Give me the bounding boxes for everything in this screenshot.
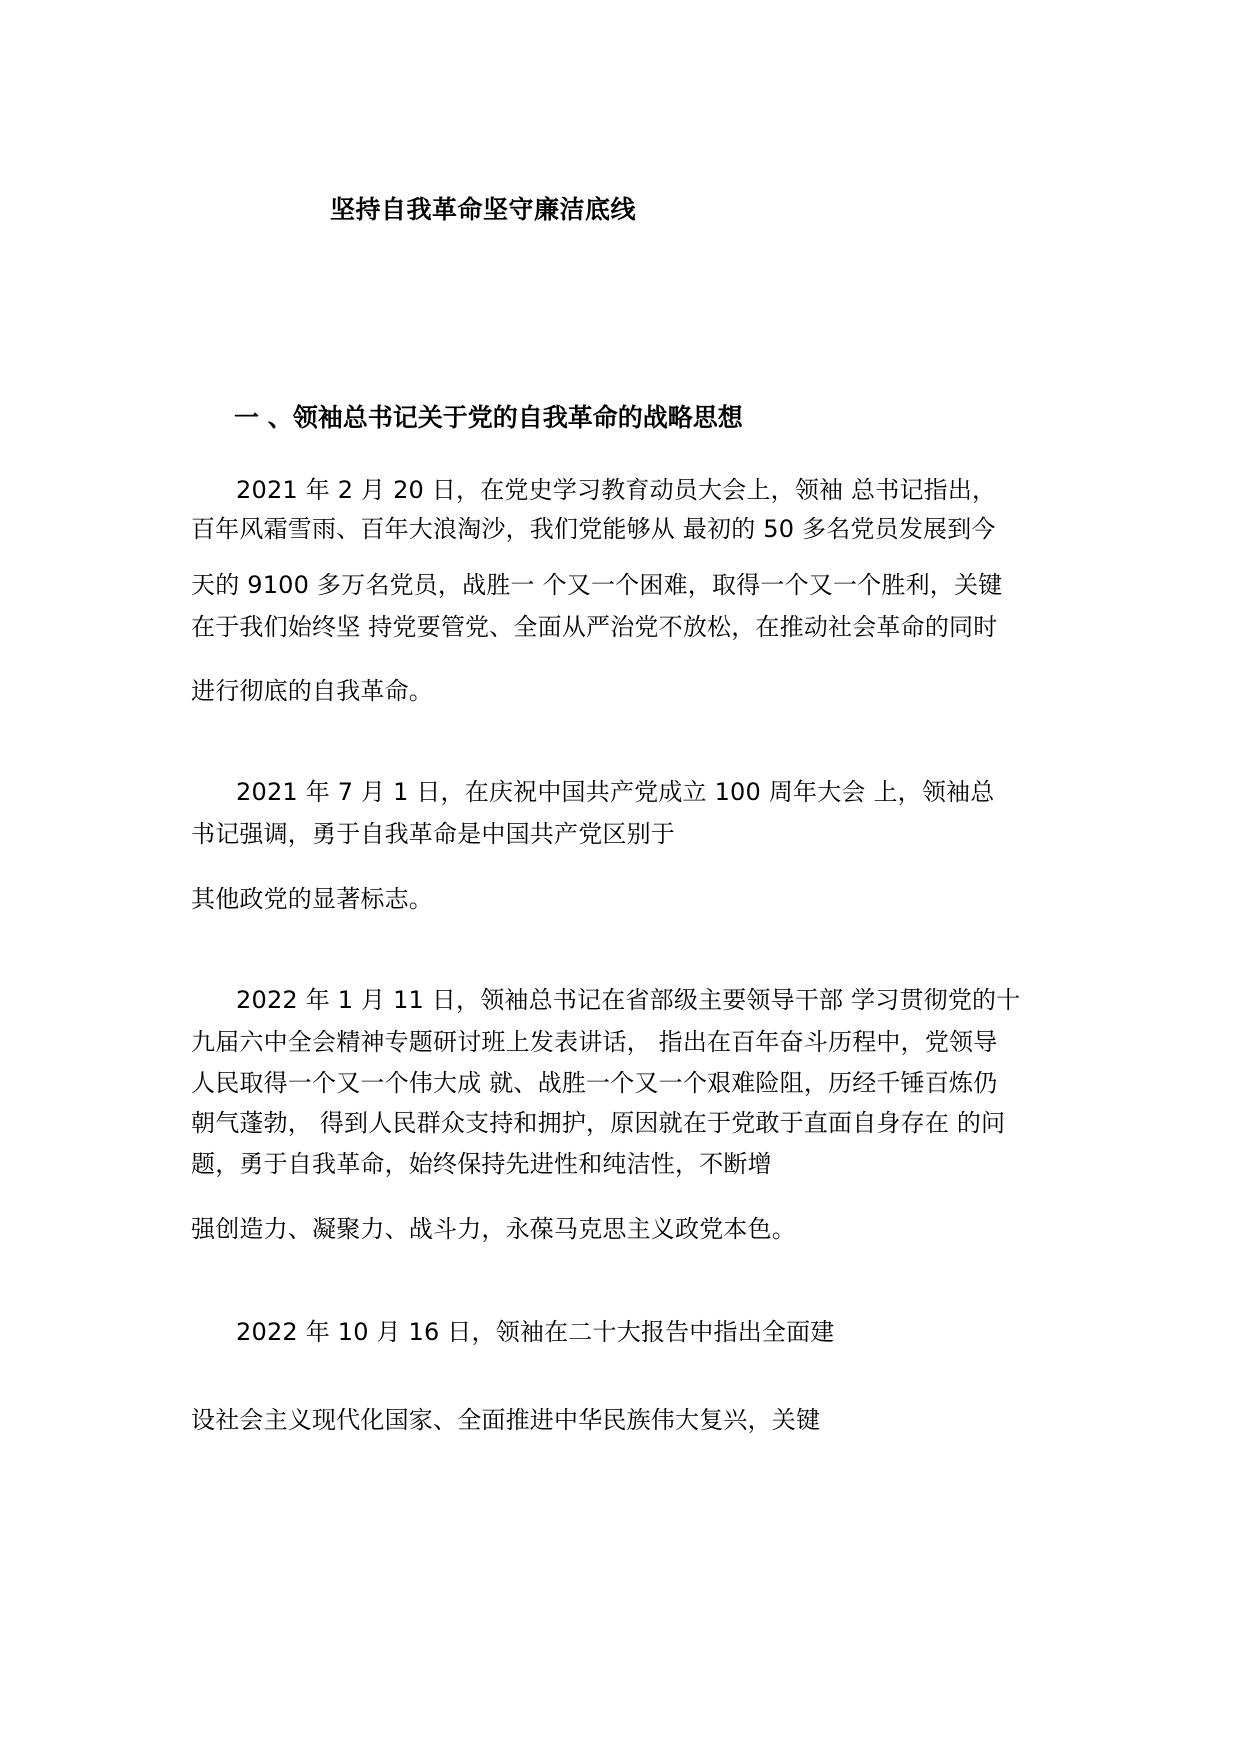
- section-heading: 一 、领袖总书记关于党的自我革命的战略思想: [234, 403, 743, 432]
- paragraph-3-line-5: 题，勇于自我革命，始终保持先进性和纯洁性，不断增: [191, 1150, 772, 1178]
- paragraph-3-line-3: 人民取得一个又一个伟大成 就、战胜一个又一个艰难险阻，历经千锤百炼仍: [191, 1069, 998, 1097]
- paragraph-2-line-3: 其他政党的显著标志。: [191, 885, 433, 913]
- paragraph-2-line-2: 书记强调，勇于自我革命是中国共产党区别于: [191, 820, 675, 848]
- paragraph-3-line-4: 朝气蓬勃， 得到人民群众支持和拥护，原因就在于党敢于直面自身存在 的问: [191, 1109, 1006, 1137]
- paragraph-1-line-1: 2021 年 2 月 20 日，在党史学习教育动员大会上，领袖 总书记指出，: [236, 476, 997, 504]
- paragraph-4-line-1: 2022 年 10 月 16 日，领袖在二十大报告中指出全面建: [236, 1318, 835, 1346]
- paragraph-1-line-3: 天的 9100 多万名党员，战胜一 个又一个困难，取得一个又一个胜利，关键: [191, 571, 1003, 599]
- paragraph-1-line-5: 进行彻底的自我革命。: [191, 677, 433, 705]
- paragraph-4-line-2: 设社会主义现代化国家、全面推进中华民族伟大复兴，关键: [191, 1406, 821, 1434]
- paragraph-2-line-1: 2021 年 7 月 1 日，在庆祝中国共产党成立 100 周年大会 上，领袖总: [236, 778, 995, 806]
- paragraph-1-line-2: 百年风霜雪雨、百年大浪淘沙，我们党能够从 最初的 50 多名党员发展到今: [191, 515, 996, 543]
- paragraph-3-line-1: 2022 年 1 月 11 日，领袖总书记在省部级主要领导干部 学习贯彻党的十: [236, 986, 1021, 1014]
- document-title: 坚持自我革命坚守廉洁底线: [330, 195, 637, 224]
- paragraph-3-line-2: 九届六中全会精神专题研讨班上发表讲话， 指出在百年奋斗历程中，党领导: [191, 1028, 998, 1056]
- paragraph-1-line-4: 在于我们始终坚 持党要管党、全面从严治党不放松，在推动社会革命的同时: [191, 613, 998, 641]
- paragraph-3-line-6: 强创造力、凝聚力、战斗力，永葆马克思主义政党本色。: [191, 1215, 796, 1243]
